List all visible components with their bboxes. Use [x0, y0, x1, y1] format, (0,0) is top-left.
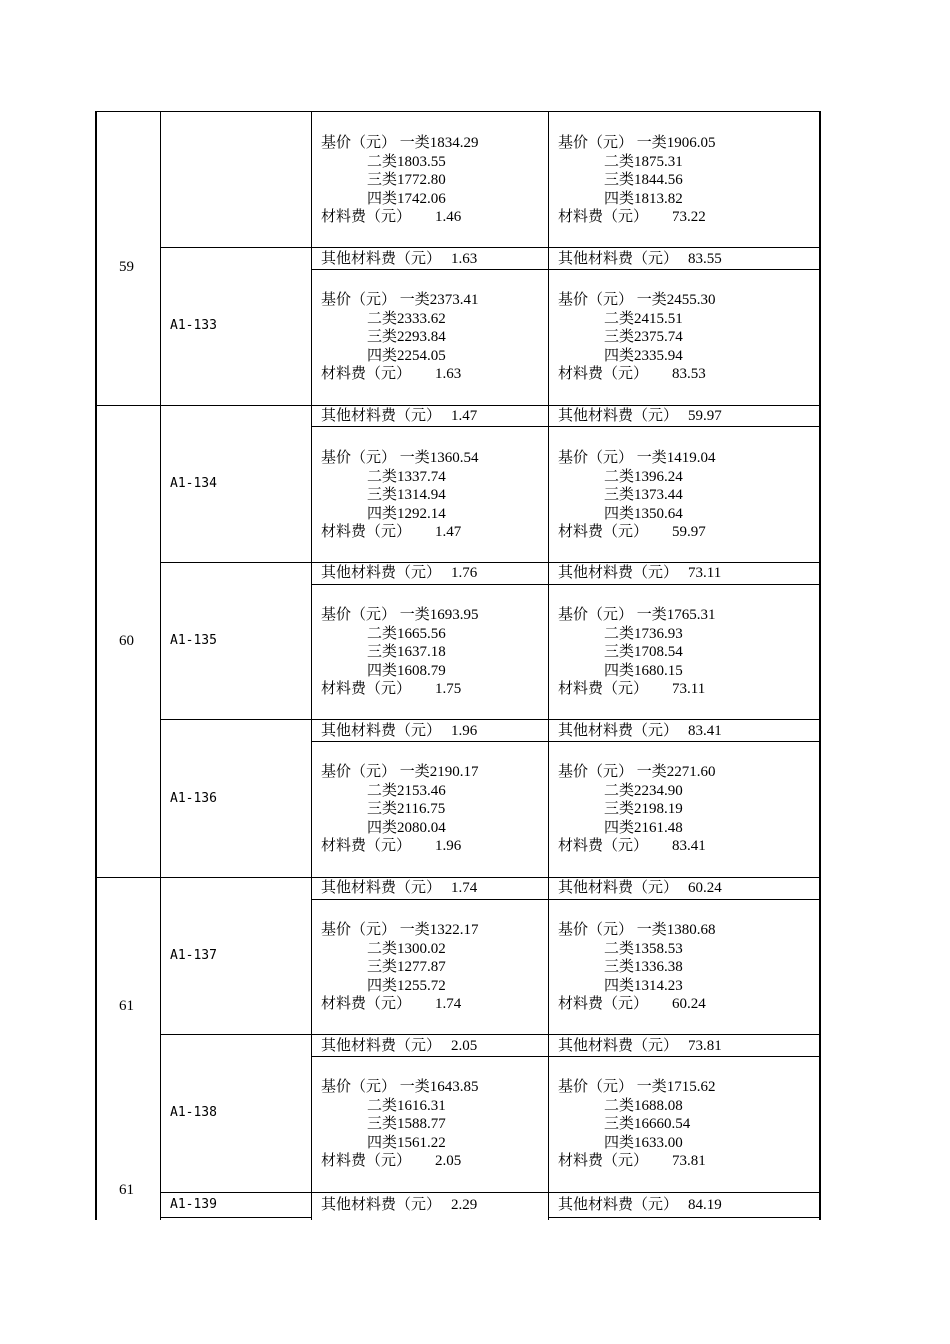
other-material-left: 其他材料费（元） 1.96: [321, 723, 478, 739]
col-divider-1: [160, 111, 161, 1220]
row-divider: [160, 1034, 820, 1035]
row-number: 61: [119, 1182, 134, 1198]
row-divider: [96, 405, 820, 406]
other-material-left: 其他材料费（元） 2.29: [321, 1197, 478, 1213]
row-divider: [160, 247, 820, 248]
row-number: 59: [119, 259, 134, 275]
row-divider: [160, 719, 820, 720]
row-divider: [311, 741, 820, 742]
row-number: 61: [119, 998, 134, 1014]
price-block-right: 基价（元） 一类1419.04 二类1396.24 三类1373.44 四类1350.64 材料费（元） 59.97: [558, 450, 716, 541]
row-divider: [311, 584, 820, 585]
quota-code: A1-133: [170, 318, 217, 333]
other-material-left: 其他材料费（元） 1.47: [321, 408, 478, 424]
row-divider: [311, 426, 820, 427]
col-divider-2: [311, 111, 312, 1220]
quota-code: A1-137: [170, 948, 217, 963]
quota-code: A1-134: [170, 476, 217, 491]
price-block-left: 基价（元） 一类1322.17 二类1300.02 三类1277.87 四类1255.72 材料费（元） 1.74: [321, 922, 479, 1013]
price-block-right: 基价（元） 一类1906.05 二类1875.31 三类1844.56 四类1813.82 材料费（元） 73.22: [558, 135, 716, 226]
price-block-right: 基价（元） 一类1765.31 二类1736.93 三类1708.54 四类1680.15 材料费（元） 73.11: [558, 607, 716, 698]
quota-code: A1-135: [170, 633, 217, 648]
price-block-left: 基价（元） 一类1360.54 二类1337.74 三类1314.94 四类1292.14 材料费（元） 1.47: [321, 450, 479, 541]
price-block-left: 基价（元） 一类1834.29 二类1803.55 三类1772.80 四类1742.06 材料费（元） 1.46: [321, 135, 479, 226]
other-material-right: 其他材料费（元） 84.19: [558, 1197, 722, 1213]
price-block-left: 基价（元） 一类1693.95 二类1665.56 三类1637.18 四类1608.79 材料费（元） 1.75: [321, 607, 479, 698]
other-material-right: 其他材料费（元） 60.24: [558, 880, 722, 896]
other-material-left: 其他材料费（元） 2.05: [321, 1038, 478, 1054]
row-divider: [160, 1192, 820, 1193]
quota-code: A1-139: [170, 1197, 217, 1212]
other-material-right: 其他材料费（元） 73.81: [558, 1038, 722, 1054]
other-material-right: 其他材料费（元） 73.11: [558, 565, 722, 581]
row-number: 60: [119, 633, 134, 649]
row-divider: [160, 1217, 312, 1218]
row-divider: [311, 899, 820, 900]
row-divider: [548, 1217, 820, 1218]
price-block-right: 基价（元） 一类2455.30 二类2415.51 三类2375.74 四类2335.94 材料费（元） 83.53: [558, 292, 716, 383]
price-block-left: 基价（元） 一类2373.41 二类2333.62 三类2293.84 四类2254.05 材料费（元） 1.63: [321, 292, 479, 383]
price-block-left: 基价（元） 一类1643.85 二类1616.31 三类1588.77 四类1561.22 材料费（元） 2.05: [321, 1079, 479, 1170]
quota-code: A1-138: [170, 1105, 217, 1120]
row-divider: [311, 1056, 820, 1057]
other-material-left: 其他材料费（元） 1.74: [321, 880, 478, 896]
other-material-right: 其他材料费（元） 59.97: [558, 408, 722, 424]
other-material-left: 其他材料费（元） 1.76: [321, 565, 478, 581]
other-material-right: 其他材料费（元） 83.55: [558, 251, 722, 267]
row-divider: [160, 562, 820, 563]
price-block-left: 基价（元） 一类2190.17 二类2153.46 三类2116.75 四类2080.04 材料费（元） 1.96: [321, 764, 479, 855]
other-material-left: 其他材料费（元） 1.63: [321, 251, 478, 267]
price-block-right: 基价（元） 一类2271.60 二类2234.90 三类2198.19 四类2161.48 材料费（元） 83.41: [558, 764, 716, 855]
row-divider: [311, 269, 820, 270]
other-material-right: 其他材料费（元） 83.41: [558, 723, 722, 739]
row-divider: [96, 877, 820, 878]
price-block-right: 基价（元） 一类1380.68 二类1358.53 三类1336.38 四类1314.23 材料费（元） 60.24: [558, 922, 716, 1013]
quota-code: A1-136: [170, 791, 217, 806]
col-divider-3: [548, 111, 549, 1220]
price-block-right: 基价（元） 一类1715.62 二类1688.08 三类16660.54 四类1633.00 材料费（元） 73.81: [558, 1079, 716, 1170]
